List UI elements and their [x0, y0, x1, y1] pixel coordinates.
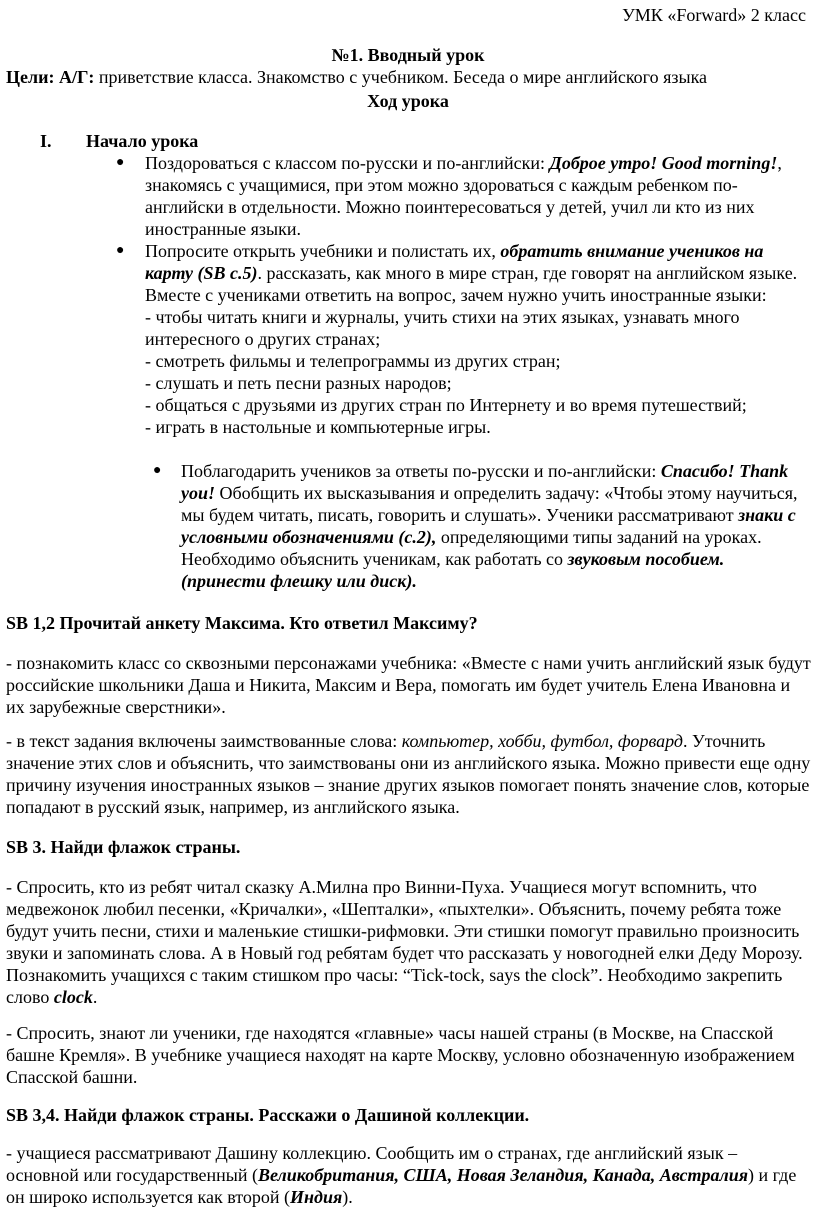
bullet-dot-icon: ● [153, 463, 162, 478]
sb3-heading [6, 836, 812, 858]
heading-text: SB 3. Найди флажок страны. [6, 837, 241, 857]
bullet-emphasis: Спасибо! Thank you! [181, 461, 789, 503]
reason-item: - чтобы читать книги и журналы, учить стихи на этих языках, узнавать много интересного о других странах; [145, 307, 740, 349]
reason-item: - общаться с друзьями из других стран по Интернету и во время путешествий; [145, 395, 747, 415]
paragraph-text: ). [342, 1187, 353, 1207]
bullet-greeting [116, 152, 810, 240]
paragraph-text: - Спросить, кто из ребят читал сказку А.Милна про Винни-Пуха. Учащиеся могут вспомнить, что медвежонок любил песенки, «Кричалки», «Шепталки», «пыхтелки». Объяснить, почему ребята тоже будут учить песни, стихи и маленькие стишки-рифмовки. Эти стишки помогут правильно произносить звуки и запоминать слова. А в Новый год ребятам будет что рассказать у новогодней елки Деду Морозу. Познакомить учащихся с таким стишком про часы: “Tick-tock, says the clock”. Необходимо закрепить слово [6, 877, 803, 1007]
section-heading [40, 130, 198, 152]
section-title: Начало урока [86, 131, 199, 151]
heading-text: SB 3,4. Найди флажок страны. Расскажи о Дашиной коллекции. [6, 1105, 530, 1125]
paragraph-emphasis: компьютер, хобби, футбол, форвард [401, 731, 684, 751]
lesson-goals [6, 66, 806, 88]
course-heading: Ход урока [367, 91, 449, 111]
sb3-paragraph-1 [6, 876, 812, 1008]
paragraph-text: . [92, 987, 98, 1007]
section-bullet-list [116, 152, 810, 438]
reasons-list [145, 306, 810, 438]
goals-label: Цели: А/Г: [6, 67, 95, 87]
paragraph-text: . Уточнить значение этих слов и объяснить, что заимствованы они из английского языка. Можно привести еще одну причину изучения иностранных языков – знание других языков помогает понять значение слов, которые попадают в русский язык, например, из английского языка. [6, 731, 811, 817]
sb12-paragraph-2 [6, 730, 812, 818]
paragraph-text: - учащиеся рассматривают Дашину коллекцию. Сообщить им о странах, где английский язык – основной или государственный ( [6, 1143, 738, 1185]
bullet-text: Поблагодарить учеников за ответы по-русски и по-английски: [181, 461, 661, 481]
reason-item: - слушать и петь песни разных народов; [145, 373, 452, 393]
bullet-text: Попросите открыть учебники и полистать их, [145, 241, 501, 261]
goals-text: приветствие класса. Знакомство с учебником. Беседа о мире английского языка [94, 67, 708, 87]
bullet-text: Обобщить их высказывания и определить задачу: «Чтобы этому научиться, мы будем читать, писать, говорить и слушать». Ученики рассматривают [181, 483, 798, 525]
sb34-heading [6, 1104, 812, 1126]
reason-item: - смотреть фильмы и телепрограммы из других стран; [145, 351, 561, 371]
bullet-dot-icon: ● [116, 243, 125, 258]
section-number: I. [40, 131, 52, 151]
bullet-emphasis: обратить внимание учеников на карту (SB с.5) [145, 241, 764, 283]
paragraph-emphasis: Индия [290, 1187, 343, 1207]
bullet-emphasis: знаки с условными обозначениями (с.2), [181, 505, 796, 547]
sb12-heading [6, 612, 812, 634]
paragraph-text: ) и где он широко используется как второй ( [6, 1165, 797, 1207]
bullet-text: определяющими типы заданий на уроках. Необходимо объяснить ученикам, как работать со [181, 527, 762, 569]
bullet-thanks [153, 460, 811, 592]
lesson-title: №1. Вводный урок [331, 45, 485, 65]
bullet-text: Поздороваться с классом по-русски и по-английски: [145, 153, 550, 173]
paragraph-emphasis: Великобритания, США, Новая Зеландия, Канада, Австралия [257, 1165, 749, 1185]
sb12-paragraph-1: - познакомить класс со сквозными персонажами учебника: «Вместе с нами учить английский язык будут российские школьники Даша и Никита, Максим и Вера, помогать им будет учитель Елена Ивановна и их зарубежные сверстники». [6, 653, 811, 717]
bullet-emphasis: звуковым пособием. (принести флешку или диск). [181, 549, 725, 591]
bullet-dot-icon: ● [116, 155, 125, 170]
sb3-paragraph-2: - Спросить, знают ли ученики, где находятся «главные» часы нашей страны (в Москве, на Спасской башне Кремля». В учебнике учащиеся находят на карте Москву, условно обозначенную изображением Спасской башни. [6, 1023, 795, 1087]
bullet-emphasis: Доброе утро! Good morning! [549, 153, 778, 173]
header-course-label: УМК «Forward» 2 класс [622, 5, 806, 25]
reason-item: - играть в настольные и компьютерные игры. [145, 417, 491, 437]
sb34-paragraph-1 [6, 1142, 812, 1208]
bullet-text: . рассказать, как много в мире стран, где говорят на английском языке. Вместе с учениками ответить на вопрос, зачем нужно учить иностранные языки: [145, 263, 798, 305]
bullet-textbook [116, 240, 810, 438]
bullet-text: , знакомясь с учащимися, при этом можно здороваться с каждым ребенком по-английски в отдельности. Можно поинтересоваться у детей, учил ли кто из них иностранные языки. [145, 153, 782, 239]
heading-text: SB 1,2 Прочитай анкету Максима. Кто ответил Максиму? [6, 613, 478, 633]
paragraph-text: - в текст задания включены заимствованные слова: [6, 731, 402, 751]
paragraph-emphasis: clock [53, 987, 93, 1007]
